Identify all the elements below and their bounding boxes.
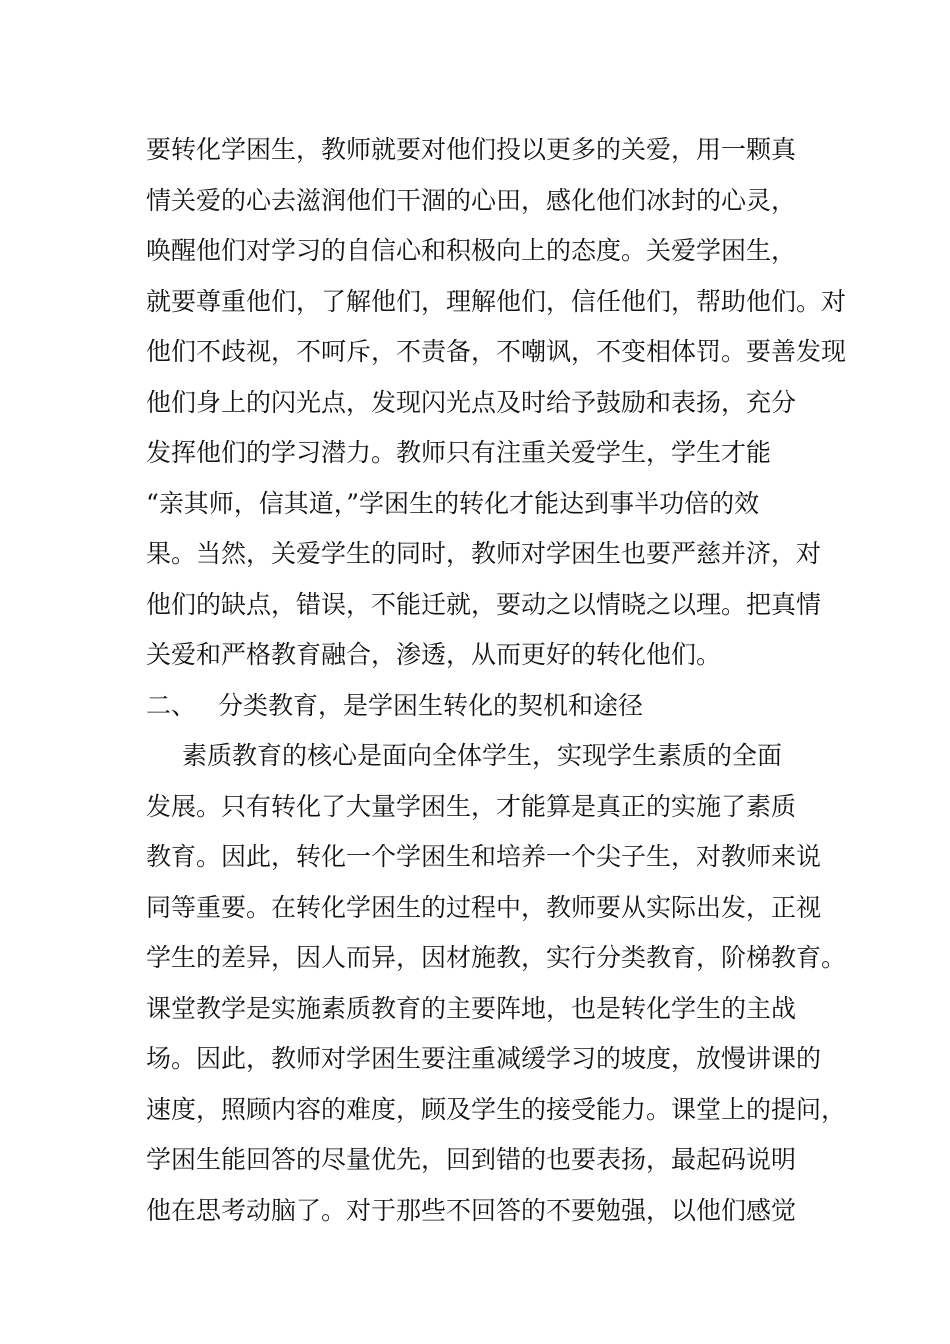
text-line: 素质教育的核心是面向全体学生，实现学生素质的全面: [182, 741, 783, 770]
text-line: 他在思考动脑了。对于那些不回答的不要勉强，以他们感觉: [146, 1195, 797, 1225]
document-body: [146, 125, 847, 1236]
text-line: 学困生能回答的尽量优先，回到错的也要表扬，最起码说明: [146, 1145, 797, 1174]
text-line: 学生的差异，因人而异，因材施教，实行分类教育，阶梯教育。: [146, 943, 847, 972]
text-line: 速度，照顾内容的难度，顾及学生的接受能力。课堂上的提问，: [146, 1094, 847, 1124]
text-line: 课堂教学是实施素质教育的主要阵地，也是转化学生的主战: [146, 993, 797, 1023]
text-line: 他们的缺点，错误，不能迁就，要动之以情晓之以理。把真情: [146, 589, 822, 619]
text-line: 他们不歧视，不呵斥，不责备，不嘲讽，不变相体罚。要善发现: [146, 337, 847, 366]
text-line: 场。因此，教师对学困生要注重减缓学习的坡度，放慢讲课的: [146, 1044, 822, 1073]
section-number: 二、: [146, 690, 197, 720]
text-line: 教育。因此，转化一个学困生和培养一个尖子生，对教师来说: [146, 842, 822, 871]
text-line: 情关爱的心去滋润他们干涸的心田，感化他们冰封的心灵，: [146, 185, 797, 215]
text-line: 同等重要。在转化学困生的过程中，教师要从实际出发，正视: [146, 892, 822, 922]
text-line: 他们身上的闪光点，发现闪光点及时给予鼓励和表扬，充分: [146, 387, 797, 417]
text-line: 要转化学困生，教师就要对他们投以更多的关爱，用一颗真: [146, 135, 797, 164]
text-line: 发挥他们的学习潜力。教师只有注重关爱学生，学生才能: [146, 438, 772, 467]
text-line: 关爱和严格教育融合，渗透，从而更好的转化他们。: [146, 640, 722, 669]
text-line: 果。当然，关爱学生的同时，教师对学困生也要严慈并济，对: [146, 539, 822, 568]
text-line: “亲其师，信其道，”学困生的转化才能达到事半功倍的效: [146, 488, 760, 518]
text-line: 发展。只有转化了大量学困生，才能算是真正的实施了素质: [146, 791, 797, 821]
section-heading: [146, 681, 816, 732]
text-line: 唤醒他们对学习的自信心和积极向上的态度。关爱学困生，: [146, 236, 797, 265]
text-line: 就要尊重他们，了解他们，理解他们，信任他们，帮助他们。对: [146, 286, 847, 316]
section-title: 分类教育，是学困生转化的契机和途径: [218, 690, 644, 720]
